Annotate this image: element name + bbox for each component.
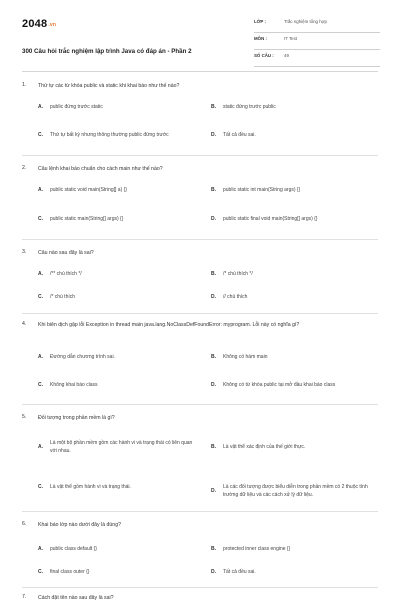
meta-row-count [254,50,380,67]
option-5a[interactable] [38,436,198,458]
option-text: public static main(String[] args) {} [50,216,124,222]
option-2a[interactable] [38,179,198,201]
question-number: 7. [22,594,27,600]
question-number: 6. [22,521,27,527]
question-divider [22,155,378,156]
option-2c[interactable] [38,208,198,230]
option-text: /** chú thích */ [50,271,82,277]
option-letter: C. [38,294,43,300]
site-logo[interactable] [22,18,56,30]
option-letter: D. [211,132,216,138]
document-title: 300 Câu hỏi trắc nghiệm lập trình Java có đáp án - Phần 2 [22,48,192,55]
question-text: Thứ tự các từ khóa public và static khi khai báo như thế nào? [38,83,180,89]
option-1c[interactable] [38,124,198,146]
option-3d[interactable] [211,286,371,308]
option-text: public static void main(String[] a) {} [50,187,127,193]
question-divider [22,404,378,405]
question-text: Câu lệnh khai báo chuẩn cho cách main như thế nào? [38,166,163,172]
question-number: 1. [22,82,27,88]
question-number: 3. [22,249,27,255]
logo-suffix: .vn [48,22,57,28]
question-divider [22,587,378,588]
meta-label: SỐ CÂU : [254,53,274,58]
option-text: public static final void main(String[] args) {} [223,216,318,222]
option-1d[interactable] [211,124,371,146]
option-letter: A. [38,104,43,110]
meta-value: Trắc nghiệm tổng hợp [284,19,327,24]
option-text: Tất cả đều sai. [223,132,256,138]
option-letter: C. [38,132,43,138]
meta-row-class [254,16,380,33]
option-text: /* chú thích */ [223,271,253,277]
option-text: Không có từ khóa public tại mở đầu khai báo class [223,382,336,388]
option-text: Tất cả đều sai. [223,569,256,575]
meta-label: MÔN : [254,36,267,41]
option-letter: B. [211,187,216,193]
option-3a[interactable] [38,263,198,285]
question-divider [22,313,378,314]
option-text: public đứng trước static [50,104,103,110]
option-letter: D. [211,488,216,494]
option-letter: B. [211,444,216,450]
option-letter: C. [38,216,43,222]
option-letter: D. [211,216,216,222]
option-text: Là các đối tượng được biểu diễn trong phần mềm có 2 thuộc tính trường dữ liệu và các cách xử lý dữ liệu. [223,484,368,498]
option-letter: D. [211,382,216,388]
option-text: Là vật thể xác định của thế giới thực. [223,444,306,450]
option-text: // chú thích [223,294,248,300]
document-meta [254,16,380,67]
option-letter: B. [211,104,216,110]
option-text: /* chú thích [50,294,76,300]
question-text: Đối tượng trong phần mềm là gì? [38,415,115,421]
option-text: Không khai báo class [50,382,98,388]
meta-label: LỚP : [254,19,266,24]
option-text: final class outer {} [50,569,90,575]
option-3c[interactable] [38,286,198,308]
question-number: 2. [22,165,27,171]
option-3b[interactable] [211,263,371,285]
option-letter: A. [38,444,43,450]
option-letter: A. [38,271,43,277]
question-divider [22,239,378,240]
document-header [22,14,380,70]
option-letter: A. [38,354,43,360]
option-text: public static int main(String args) {} [223,187,301,193]
option-text: Thứ tự bất kỳ nhưng thông thường public đứng trước [50,132,169,138]
option-letter: C. [38,484,43,490]
option-4d[interactable] [211,374,371,396]
option-5b[interactable] [211,436,371,458]
meta-value: 49 [284,53,289,58]
option-letter: D. [211,569,216,575]
option-letter: B. [211,354,216,360]
option-6b[interactable] [211,538,371,560]
option-letter: C. [38,382,43,388]
option-text: static đứng trước public [223,104,276,110]
logo-text: 2048 [22,18,48,30]
option-2b[interactable] [211,179,371,201]
question-number: 5. [22,414,27,420]
question-divider [22,511,378,512]
option-text: Là một bộ phần mềm gồm các hành vi và trạng thái có liên quan với nhau. [50,440,193,454]
question-text: Khi biên dịch gặp lỗi Exception in thread main java.lang.NoClassDefFoundError: myprogram. Lỗi này có nghĩa gì? [38,322,300,328]
meta-row-subject [254,33,380,50]
option-6d[interactable] [211,561,371,583]
option-2d[interactable] [211,208,371,230]
meta-value: IT Test [284,36,298,41]
option-text: Là vật thể gồm hành vi và trạng thái. [50,484,131,490]
option-text: Đường dẫn chương trình sai. [50,354,115,360]
option-4a[interactable] [38,346,198,368]
option-text: Không có hàm main [223,354,268,360]
option-letter: B. [211,271,216,277]
option-6a[interactable] [38,538,198,560]
question-text: Khai báo lớp nào dưới đây là đúng? [38,522,121,528]
option-4b[interactable] [211,346,371,368]
option-4c[interactable] [38,374,198,396]
option-1a[interactable] [38,96,198,118]
option-1b[interactable] [211,96,371,118]
option-text: protected inner class engine {} [223,546,291,552]
option-letter: B. [211,546,216,552]
option-letter: A. [38,546,43,552]
question-text: Cách đặt tên nào sau đây là sai? [38,595,114,601]
header-divider [22,71,378,72]
option-letter: C. [38,569,43,575]
option-letter: D. [211,294,216,300]
question-number: 4. [22,321,27,327]
option-6c[interactable] [38,561,198,583]
option-text: public class default {} [50,546,97,552]
option-5d[interactable] [211,476,371,506]
option-5c[interactable] [38,476,198,498]
option-letter: A. [38,187,43,193]
question-text: Câu nào sau đây là sai? [38,250,94,256]
